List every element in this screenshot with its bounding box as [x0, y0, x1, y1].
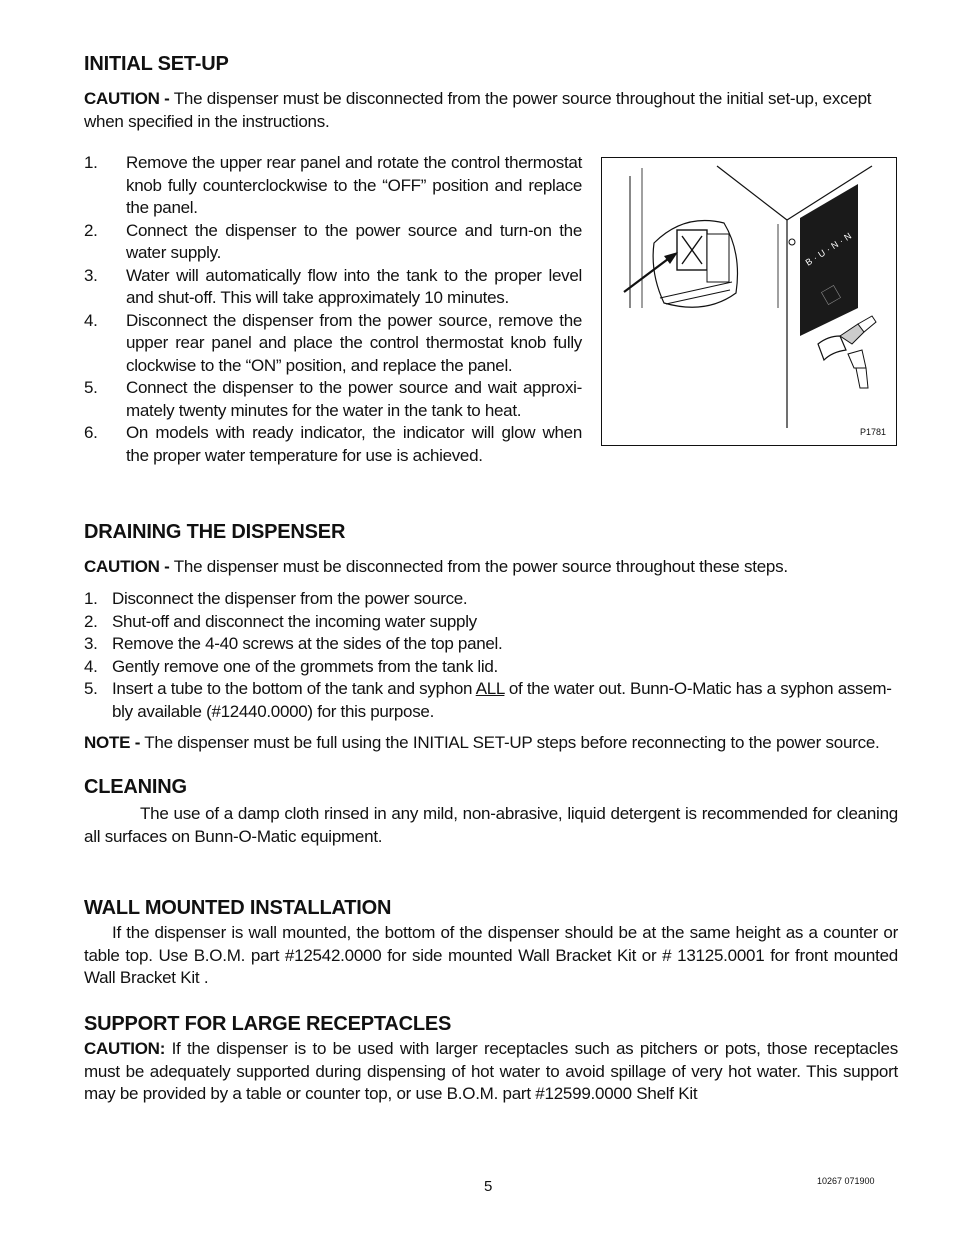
- support-text: [84, 1038, 898, 1106]
- list-item: 1. Remove the upper rear panel and rotate the control thermostat knob fully counterclockwise to the “OFF” position and replace the panel.: [84, 153, 582, 217]
- dispenser-drawing: [602, 158, 898, 447]
- dispenser-illustration: [601, 157, 897, 446]
- draining-note: [84, 732, 898, 755]
- section-heading-cleaning: CLEANING: [84, 776, 187, 798]
- list-item: 2. Shut-off and disconnect the incoming water supply: [84, 611, 477, 631]
- note-text: The dispenser must be full using the INITIAL SET-UP steps before reconnecting to the power source.: [144, 733, 880, 752]
- caution-text: The dispenser must be disconnected from the power source throughout the initial set-up, except when specified in the instructions.: [84, 89, 872, 131]
- list-item: 1. Disconnect the dispenser from the power source.: [84, 589, 468, 608]
- wall-mounted-text: If the dispenser is wall mounted, the bottom of the dispenser should be at the same height as a counter or table top. Use B.O.M. part #12542.0000 for side mounted Wall Bracket Kit or # 13125.0001 for front mounted Wall Bracket Kit .: [84, 923, 898, 987]
- document-code: 10267 071900: [817, 1176, 875, 1186]
- list-item: 5. Connect the dispenser to the power source and wait approxi-mately twenty minutes for the water in the tank to heat.: [84, 378, 582, 420]
- list-item: 6. On models with ready indicator, the indicator will glow when the proper water temperature for use is achieved.: [84, 423, 582, 465]
- caution-label: CAUTION -: [84, 557, 170, 576]
- caution-label: CAUTION:: [84, 1039, 166, 1058]
- underlined-all: ALL: [475, 679, 505, 698]
- initial-setup-caution: [84, 88, 898, 133]
- draining-steps: [84, 588, 898, 723]
- caution-label: CAUTION -: [84, 89, 170, 108]
- list-item: 3. Remove the 4-40 screws at the sides of the top panel.: [84, 634, 503, 653]
- list-item: 2. Connect the dispenser to the power source and turn-on the water supply.: [84, 220, 582, 262]
- initial-setup-steps: [84, 152, 582, 467]
- support-body: If the dispenser is to be used with larger receptacles such as pitchers or pots, those receptacles must be adequately supported during dispensing of hot water to avoid spillage of very hot water. This support may be provided by a table or counter top, or use B.O.M. part #12599.0000 Shelf Kit: [84, 1039, 898, 1103]
- page-number: 5: [484, 1178, 493, 1195]
- caution-text: The dispenser must be disconnected from the power source throughout these steps.: [173, 557, 788, 576]
- brand-logo: B·U·N·N: [803, 229, 856, 268]
- section-heading-wall-mounted: WALL MOUNTED INSTALLATION: [84, 897, 392, 919]
- list-item: 5. Insert a tube to the bottom of the tank and syphon ALL of the water out. Bunn-O-Matic has a syphon assem-bly available (#12440.0000) for this purpose.: [84, 679, 892, 721]
- list-item: 3. Water will automatically flow into the tank to the proper level and shut-off. This will take approximately 10 minutes.: [84, 265, 582, 307]
- figure-code: P1781: [859, 427, 886, 437]
- note-label: NOTE -: [84, 733, 141, 752]
- draining-caution: [84, 556, 898, 579]
- list-item: 4. Gently remove one of the grommets from the tank lid.: [84, 656, 498, 676]
- section-heading-support: SUPPORT FOR LARGE RECEPTACLES: [84, 1013, 452, 1035]
- section-heading-initial-setup: INITIAL SET-UP: [84, 53, 229, 75]
- list-item: 4. Disconnect the dispenser from the power source, remove the upper rear panel and place the control thermostat knob fully clockwise to the “ON” position, and replace the panel.: [84, 310, 582, 375]
- cleaning-text: The use of a damp cloth rinsed in any mild, non-abrasive, liquid detergent is recommended for cleaning all surfaces on Bunn-O-Matic equipment.: [84, 804, 898, 846]
- section-heading-draining: DRAINING THE DISPENSER: [84, 521, 346, 543]
